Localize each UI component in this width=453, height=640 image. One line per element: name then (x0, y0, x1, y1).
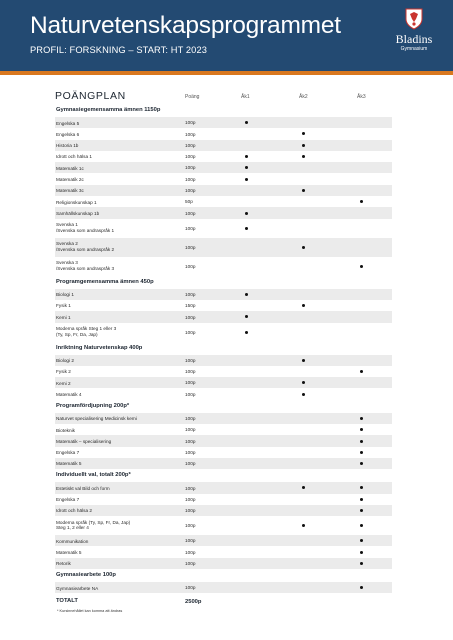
table-row (55, 558, 392, 569)
section-heading (55, 400, 392, 413)
table-row (55, 238, 392, 257)
year-marker-dot (360, 428, 363, 431)
section-heading (55, 569, 392, 582)
table-row (55, 516, 392, 535)
year-marker-dot (360, 509, 363, 512)
course-points: 100p (185, 210, 196, 216)
course-name: Fysik 1 (56, 303, 71, 309)
table-row (55, 413, 392, 424)
course-points: 100p (185, 142, 196, 148)
course-name: Bioteknik (56, 427, 76, 433)
course-points: 100p (185, 438, 196, 444)
year-marker-dot (302, 359, 305, 362)
course-name: Gymnasiearbete NA (56, 585, 99, 591)
course-name: Naturvet specialisering Medicinsk kemi (56, 416, 137, 422)
footnote: * Kursinnehållet kan komma att ändras (57, 609, 123, 613)
course-points: 100p (185, 380, 196, 386)
section-heading (55, 104, 392, 117)
course-points: 100p (185, 291, 196, 297)
course-points: 100p (185, 538, 196, 544)
table-row (55, 323, 392, 342)
total-row (55, 595, 392, 609)
year-marker-dot (245, 315, 248, 318)
points-column-header: Poäng (185, 94, 200, 100)
table-row (55, 535, 392, 546)
course-points: 100p (185, 176, 196, 182)
course-points: 100p (185, 549, 196, 555)
year-marker-dot (360, 551, 363, 554)
table-header (55, 88, 392, 104)
logo-subtitle: Gymnasium (400, 46, 428, 52)
table-row (55, 494, 392, 505)
table-row (55, 140, 392, 151)
table-row (55, 257, 392, 276)
table-row (55, 435, 392, 446)
course-name: Kommunikation (56, 538, 89, 544)
table-row (55, 505, 392, 516)
table-row (55, 196, 392, 207)
year-marker-dot (360, 562, 363, 565)
plan-heading: POÄNGPLAN (55, 90, 126, 102)
course-points: 100p (185, 369, 196, 375)
page-subtitle: PROFIL: FORSKNING – START: HT 2023 (30, 45, 207, 55)
accent-stripe (0, 71, 453, 75)
table-row (55, 355, 392, 366)
year-marker-dot (360, 417, 363, 420)
course-name: Matematik 5 (56, 461, 82, 467)
course-points: 100p (185, 225, 196, 231)
course-points: 100p (185, 329, 196, 335)
table-body (55, 104, 392, 609)
course-points: 50p (185, 199, 193, 205)
course-name: Matematik 2c (56, 176, 84, 182)
course-name: Samhällskunskap 1b (56, 210, 100, 216)
table-row (55, 173, 392, 184)
course-name: Steg 1, 2 eller 4 (56, 525, 89, 531)
course-points: 100p (185, 523, 196, 529)
total-label: TOTALT (56, 598, 78, 605)
year-marker-dot (302, 393, 305, 396)
year-marker-dot (302, 246, 305, 249)
year-marker-dot (360, 486, 363, 489)
year-marker-dot (245, 155, 248, 158)
course-name: Historia 1b (56, 143, 79, 149)
course-name: Fysik 2 (56, 369, 71, 375)
course-name: Kemi 1 (56, 314, 71, 320)
section-title: Programgemensamma ämnen 450p (56, 278, 154, 285)
course-points: 100p (185, 244, 196, 250)
course-points: 100p (185, 131, 196, 137)
table-row (55, 207, 392, 218)
page-title: Naturvetenskapsprogrammet (30, 12, 341, 39)
course-points: 100p (185, 154, 196, 160)
table-row (55, 582, 392, 593)
course-points: 100p (185, 561, 196, 567)
table-row (55, 162, 392, 173)
course-name: Svenska 2 (56, 241, 78, 247)
course-name: Engelska 5 (56, 120, 80, 126)
course-name: Biologi 1 (56, 292, 74, 298)
course-name: Moderna språk Steg 1 eller 3 (56, 326, 117, 332)
course-name: Svenska 1 (56, 222, 78, 228)
section-title: Programfördjupning 200p* (56, 402, 130, 409)
table-row (55, 366, 392, 377)
course-name: /Svenska som andraspråk 1 (56, 227, 115, 233)
year-marker-dot (360, 451, 363, 454)
course-points: 100p (185, 585, 196, 591)
table-row (55, 377, 392, 388)
course-name: Idrott och hälsa 2 (56, 508, 92, 514)
year-marker-dot (360, 524, 363, 527)
table-row (55, 300, 392, 311)
course-name: Idrott och hälsa 1 (56, 154, 92, 160)
section-title: Inriktning Naturvetenskap 400p (56, 344, 143, 351)
table-row (55, 311, 392, 322)
header-banner (0, 0, 453, 71)
year-marker-dot (302, 486, 305, 489)
table-row (55, 185, 392, 196)
year-marker-dot (360, 462, 363, 465)
course-points: 100p (185, 485, 196, 491)
table-row (55, 289, 392, 300)
course-name: Estetiskt val Bild och form (56, 485, 110, 491)
section-heading (55, 276, 392, 289)
course-name: Engelska 7 (56, 450, 80, 456)
year-marker-dot (360, 539, 363, 542)
course-name: Matematik – specialisering (56, 438, 112, 444)
year2-column-header: Åk2 (299, 94, 308, 100)
course-points: 100p (185, 496, 196, 502)
course-name: Svenska 3 (56, 260, 78, 266)
table-row (55, 219, 392, 238)
course-points: 100p (185, 120, 196, 126)
year3-column-header: Åk3 (357, 94, 366, 100)
year-marker-dot (302, 132, 305, 135)
course-points: 100p (185, 188, 196, 194)
year-marker-dot (245, 121, 248, 124)
section-title: Gymnasiegemensamma ämnen 1150p (56, 107, 161, 113)
table-row (55, 447, 392, 458)
year1-column-header: Åk1 (241, 94, 250, 100)
table-row (55, 117, 392, 128)
course-name: Matematik 3c (56, 188, 84, 194)
course-name: Religionskunskap 1 (56, 199, 97, 205)
course-name: Kemi 2 (56, 380, 71, 386)
year-marker-dot (302, 189, 305, 192)
course-name: Engelska 6 (56, 131, 80, 137)
year-marker-dot (302, 304, 305, 307)
year-marker-dot (245, 166, 248, 169)
year-marker-dot (302, 524, 305, 527)
course-points: 100p (185, 461, 196, 467)
course-points: 100p (185, 416, 196, 422)
course-name: Matematik 1c (56, 165, 84, 171)
course-points: 100p (185, 357, 196, 363)
year-marker-dot (245, 178, 248, 181)
table-row (55, 424, 392, 435)
course-points: 100p (185, 427, 196, 433)
crest-icon (404, 8, 424, 30)
total-points: 2500p (185, 599, 202, 606)
year-marker-dot (360, 370, 363, 373)
table-row (55, 388, 392, 399)
year-marker-dot (245, 227, 248, 230)
school-logo (385, 8, 443, 64)
course-points: 100p (185, 165, 196, 171)
table-row (55, 458, 392, 469)
year-marker-dot (360, 586, 363, 589)
year-marker-dot (245, 293, 248, 296)
course-points: 100p (185, 263, 196, 269)
year-marker-dot (245, 331, 248, 334)
table-row (55, 546, 392, 557)
year-marker-dot (360, 498, 363, 501)
year-marker-dot (360, 440, 363, 443)
table-row (55, 128, 392, 139)
section-title: Individuellt val, totalt 200p* (56, 472, 131, 479)
course-points: 150p (185, 303, 196, 309)
course-points: 100p (185, 391, 196, 397)
course-name: Moderna språk (Ty, Sp, Fr, Da, Jap) (56, 519, 131, 525)
section-title: Gymnasiearbete 100p (56, 572, 116, 579)
year-marker-dot (360, 200, 363, 203)
course-name: Matematik 4 (56, 391, 82, 397)
course-name: Matematik 5 (56, 549, 82, 555)
section-heading (55, 342, 392, 355)
course-points: 100p (185, 449, 196, 455)
course-name: Engelska 7 (56, 497, 80, 503)
points-plan-table (55, 88, 392, 609)
course-name: Retorik (56, 561, 71, 567)
table-row (55, 482, 392, 493)
section-heading (55, 469, 392, 482)
year-marker-dot (360, 265, 363, 268)
course-name: /Svenska som andraspråk 2 (56, 246, 115, 252)
course-points: 100p (185, 314, 196, 320)
year-marker-dot (302, 144, 305, 147)
year-marker-dot (302, 381, 305, 384)
course-name: /Svenska som andraspråk 3 (56, 265, 115, 271)
logo-name: Bladins (395, 32, 433, 46)
year-marker-dot (302, 155, 305, 158)
course-name: (Ty, Sp, Fr, Da, Jap) (56, 331, 98, 337)
table-row (55, 151, 392, 162)
course-points: 100p (185, 508, 196, 514)
course-name: Biologi 2 (56, 358, 74, 364)
year-marker-dot (245, 212, 248, 215)
